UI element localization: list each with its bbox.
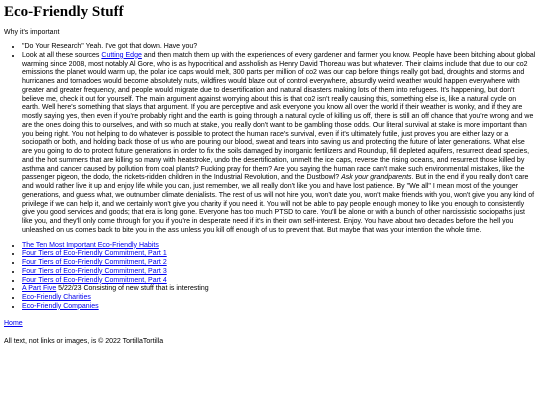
link-part-five[interactable]: A Part Five xyxy=(22,285,57,293)
list-item xyxy=(22,277,536,286)
home-nav xyxy=(4,320,536,328)
list-item xyxy=(22,242,536,251)
list-item xyxy=(22,259,536,268)
cutting-edge-link[interactable]: Cutting Edge xyxy=(101,51,142,59)
page xyxy=(0,4,540,346)
list-item xyxy=(22,268,536,277)
list-item xyxy=(22,250,536,259)
link-eco-companies[interactable]: Eco-Friendly Companies xyxy=(22,302,99,310)
link-four-tiers-part-3[interactable]: Four Tiers of Eco-Friendly Commitment, Part 3 xyxy=(22,267,167,275)
content-item-research: • "Do Your Research" Yeah. I've got that down. Have you? xyxy=(22,43,536,52)
home-link[interactable]: Home xyxy=(4,319,23,327)
sources-tail-text: . But in the end if you really don't care and would rather live it up and enjoy life while you can, just remember, we all really don't like you and have lost patience. By "We all" I mean most of the younger generations, and guess what, we outnumber climate denialists. The rest of us will not hire you, won't date you, won't make friends with you, won't give you any kind of privilege if we can help it, and we certainly won't give you charity if you need it. You will not be able to pay people enough money to like you enough to consistently give you good services and goods; that era is long gone. Everyone has too much PTSD to care. You'll be alone or with a bunch of other narcissistic sociopaths just like you, and they'll only come through for you if you're in desperate need if it's in their own self-interest. Enjoy. You have about two decades before the hell you unleashed on us comes back to bite you in the ass unless you kill off enough of us to prevent that. But maybe that was your intention the whole time. xyxy=(22,174,535,234)
part-five-note: 5/22/23 Consisting of new stuff that is interesting xyxy=(56,285,209,293)
related-links-list xyxy=(4,242,536,312)
link-four-tiers-part-4[interactable]: Four Tiers of Eco-Friendly Commitment, Part 4 xyxy=(22,276,167,284)
link-eco-charities[interactable]: Eco-Friendly Charities xyxy=(22,294,91,301)
link-four-tiers-part-1[interactable]: Four Tiers of Eco-Friendly Commitment, Part 1 xyxy=(22,250,167,258)
content-item-sources xyxy=(22,52,536,236)
sources-intro-text: Look at all these sources xyxy=(22,51,102,59)
list-item xyxy=(22,294,536,303)
link-four-tiers-part-2[interactable]: Four Tiers of Eco-Friendly Commitment, Part 2 xyxy=(22,259,167,266)
page-title: Eco-Friendly Stuff xyxy=(4,4,124,20)
page-subtitle: Why it's important xyxy=(4,29,60,36)
content-list xyxy=(4,43,536,236)
copyright-footer: All text, not links or images, is © 2022 TortillaTortilla xyxy=(4,337,164,345)
sources-body-text: and then match them up with the experiences of every gardener and farmer you know. People have been bitching about global warming since 2008, most notably Al Gore, who is as hypocritical and assholish as Henry David Thoreau was but whatever. Their claims include that due to our co2 emissions the planet would warm up, the polar ice caps would melt, 300 parts per million of co2 was our cap before things really got bad, droughts and storms and hurricanes and tornadoes would become absolutely nuts, wildfires would blaze out of control everywhere, absurdly weird weather would happen everywhere with greater and greater frequency, and people would migrate due to desertification and natural disasters making lots of them into refugees. It's happening, but don't believe me, check it out for yourself. The main argument against worrying about this is that co2 isn't really causing this, something else is, like a natural cycle on earth. Well here's something that slays that argument. If you are perceptive and ask everyone you know all over the world if their weather is wonky, and if they are mostly saying yes, then even if you're probably right and the earth is going through a natural cycle of killing us off, there is still an off chance that you're wrong and we are the ones doing this to ourselves, and with so much at stake, you really don't want to be gambling those odds. Our literal survival at stake is more important than you being right. You not helping to do whatever is possible to protect the human race's survival, even if it's ultimately futile, just proves you are either lazy or a sociopath or both, and holding back those of us who are pouring our blood, sweat and tears into saving us and protecting the future of later generations. What else are you going to do to protect future generations in order to fix the soils damaged by inorganic fertilizers and Roundup, fill depleted aquifers, resurrect dead species, and the hot summers that are killing so many with heatstroke, undo the desertification, unmelt the ice caps, reverse the rising oceans, and resurrect those killed by asthma and cancer caused by pollution from coal plants? Fucking pray for them? Are you saying the human race can't make such environmental mistakes, like the passenger pigeon, the dodo, the rickets-ridden children in the Industrial Revolution, and the Dustbowl? xyxy=(22,51,536,182)
list-item xyxy=(22,285,536,294)
link-ten-habits[interactable]: The Ten Most Important Eco-Friendly Habits xyxy=(22,241,159,249)
ask-grandparents-text: Ask your grandparents xyxy=(341,174,412,182)
list-item xyxy=(22,303,536,312)
